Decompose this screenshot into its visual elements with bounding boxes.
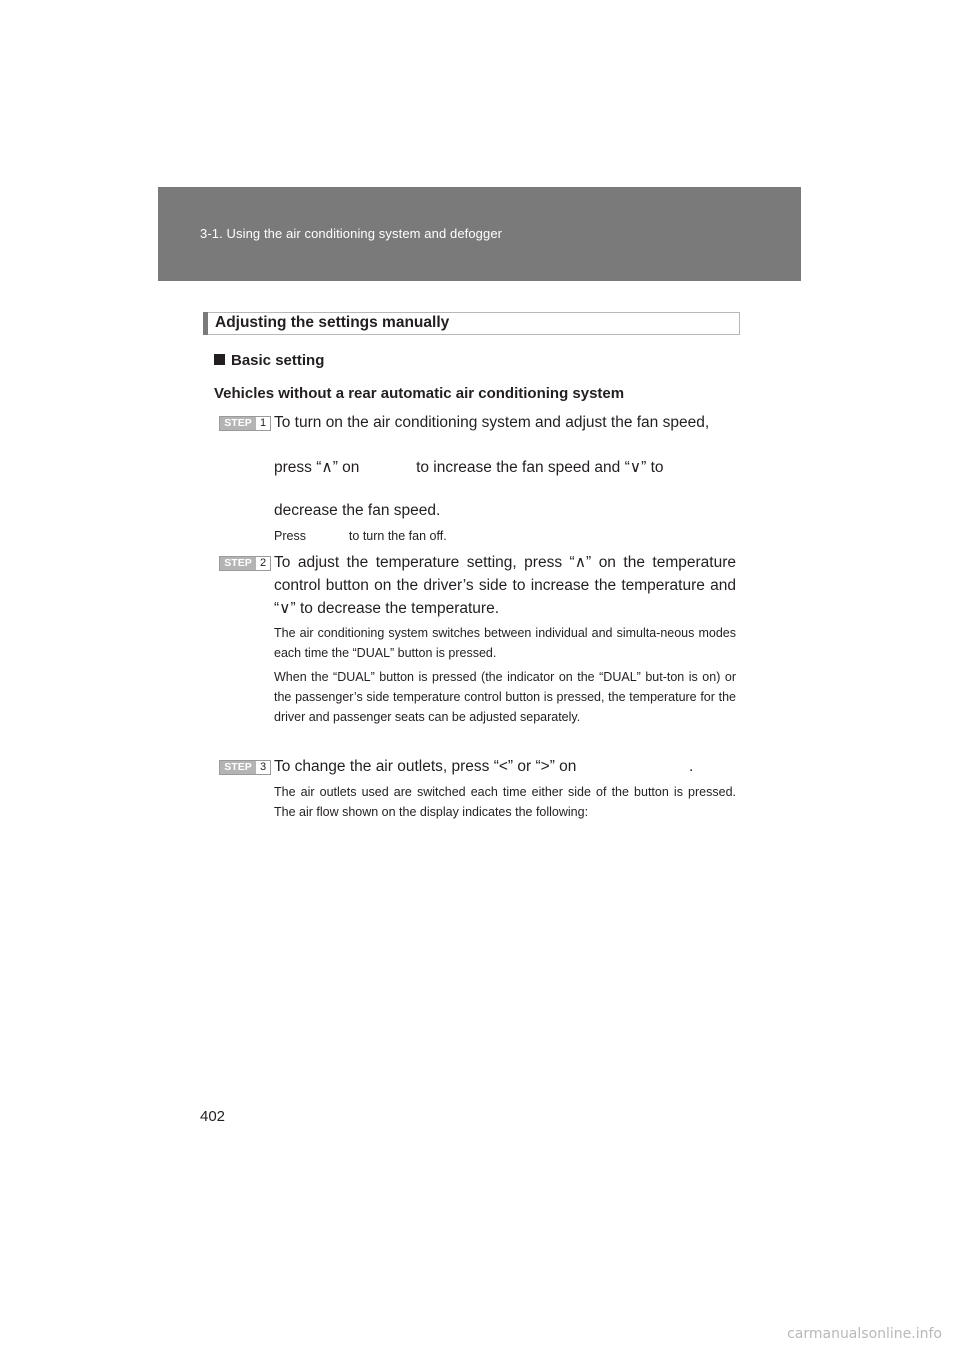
section-title: Adjusting the settings manually [215, 314, 450, 331]
step-3-text [274, 755, 736, 778]
site-watermark: carmanualsonline.info [787, 1326, 942, 1342]
step-1-line-2a: press “∧” on [274, 459, 360, 476]
step-1-line-1: To turn on the air conditioning system and adjust the fan speed, [274, 414, 710, 431]
section-title-bar [203, 312, 740, 335]
square-bullet-icon [214, 354, 225, 365]
vehicle-variant-heading: Vehicles without a rear automatic air conditioning system [214, 385, 625, 402]
step-2-note-2: When the “DUAL” button is pressed (the indicator on the “DUAL” but-ton is on) or the passenger’s side temperature control button is pressed, the temperature for the driver and passenger seats can be adjusted separately. [274, 670, 736, 724]
subheading-basic-setting [214, 352, 324, 369]
step-label: STEP [220, 557, 256, 570]
step-1-line-2b: to increase the fan speed and “∨” to [416, 459, 664, 476]
header-section-title: 3-1. Using the air conditioning system and defogger [200, 226, 503, 241]
step-1-line-3: decrease the fan speed. [274, 502, 441, 519]
step-3-text-a: To change the air outlets, press “<” or “>” on [274, 758, 577, 775]
step-1-note-a: Press [274, 529, 306, 543]
step-label: STEP [220, 417, 256, 430]
step-1-line-2 [274, 456, 736, 479]
step-number: 1 [259, 417, 267, 429]
step-1-note [274, 526, 736, 546]
step-1-badge [219, 416, 271, 431]
step-2-badge [219, 556, 271, 571]
step-label: STEP [220, 761, 256, 774]
subheading-text: Basic setting [231, 352, 325, 369]
step-number: 2 [259, 557, 267, 569]
section-accent [203, 312, 208, 335]
header-band [158, 187, 801, 281]
step-3-text-b: . [689, 758, 694, 775]
step-number: 3 [259, 761, 267, 773]
step-2-note-1: The air conditioning system switches between individual and simulta-neous modes each time the “DUAL” button is pressed. [274, 626, 736, 660]
step-3-badge [219, 760, 271, 775]
step-3-note: The air outlets used are switched each time either side of the button is pressed. The air flow shown on the display indicates the following: [274, 785, 736, 819]
step-1-note-b: to turn the fan off. [348, 529, 447, 543]
step-2-text: To adjust the temperature setting, press “∧” on the temperature control button on the driver’s side to increase the temperature and “∨” to decrease the temperature. [274, 554, 736, 617]
page-number: 402 [200, 1108, 226, 1125]
